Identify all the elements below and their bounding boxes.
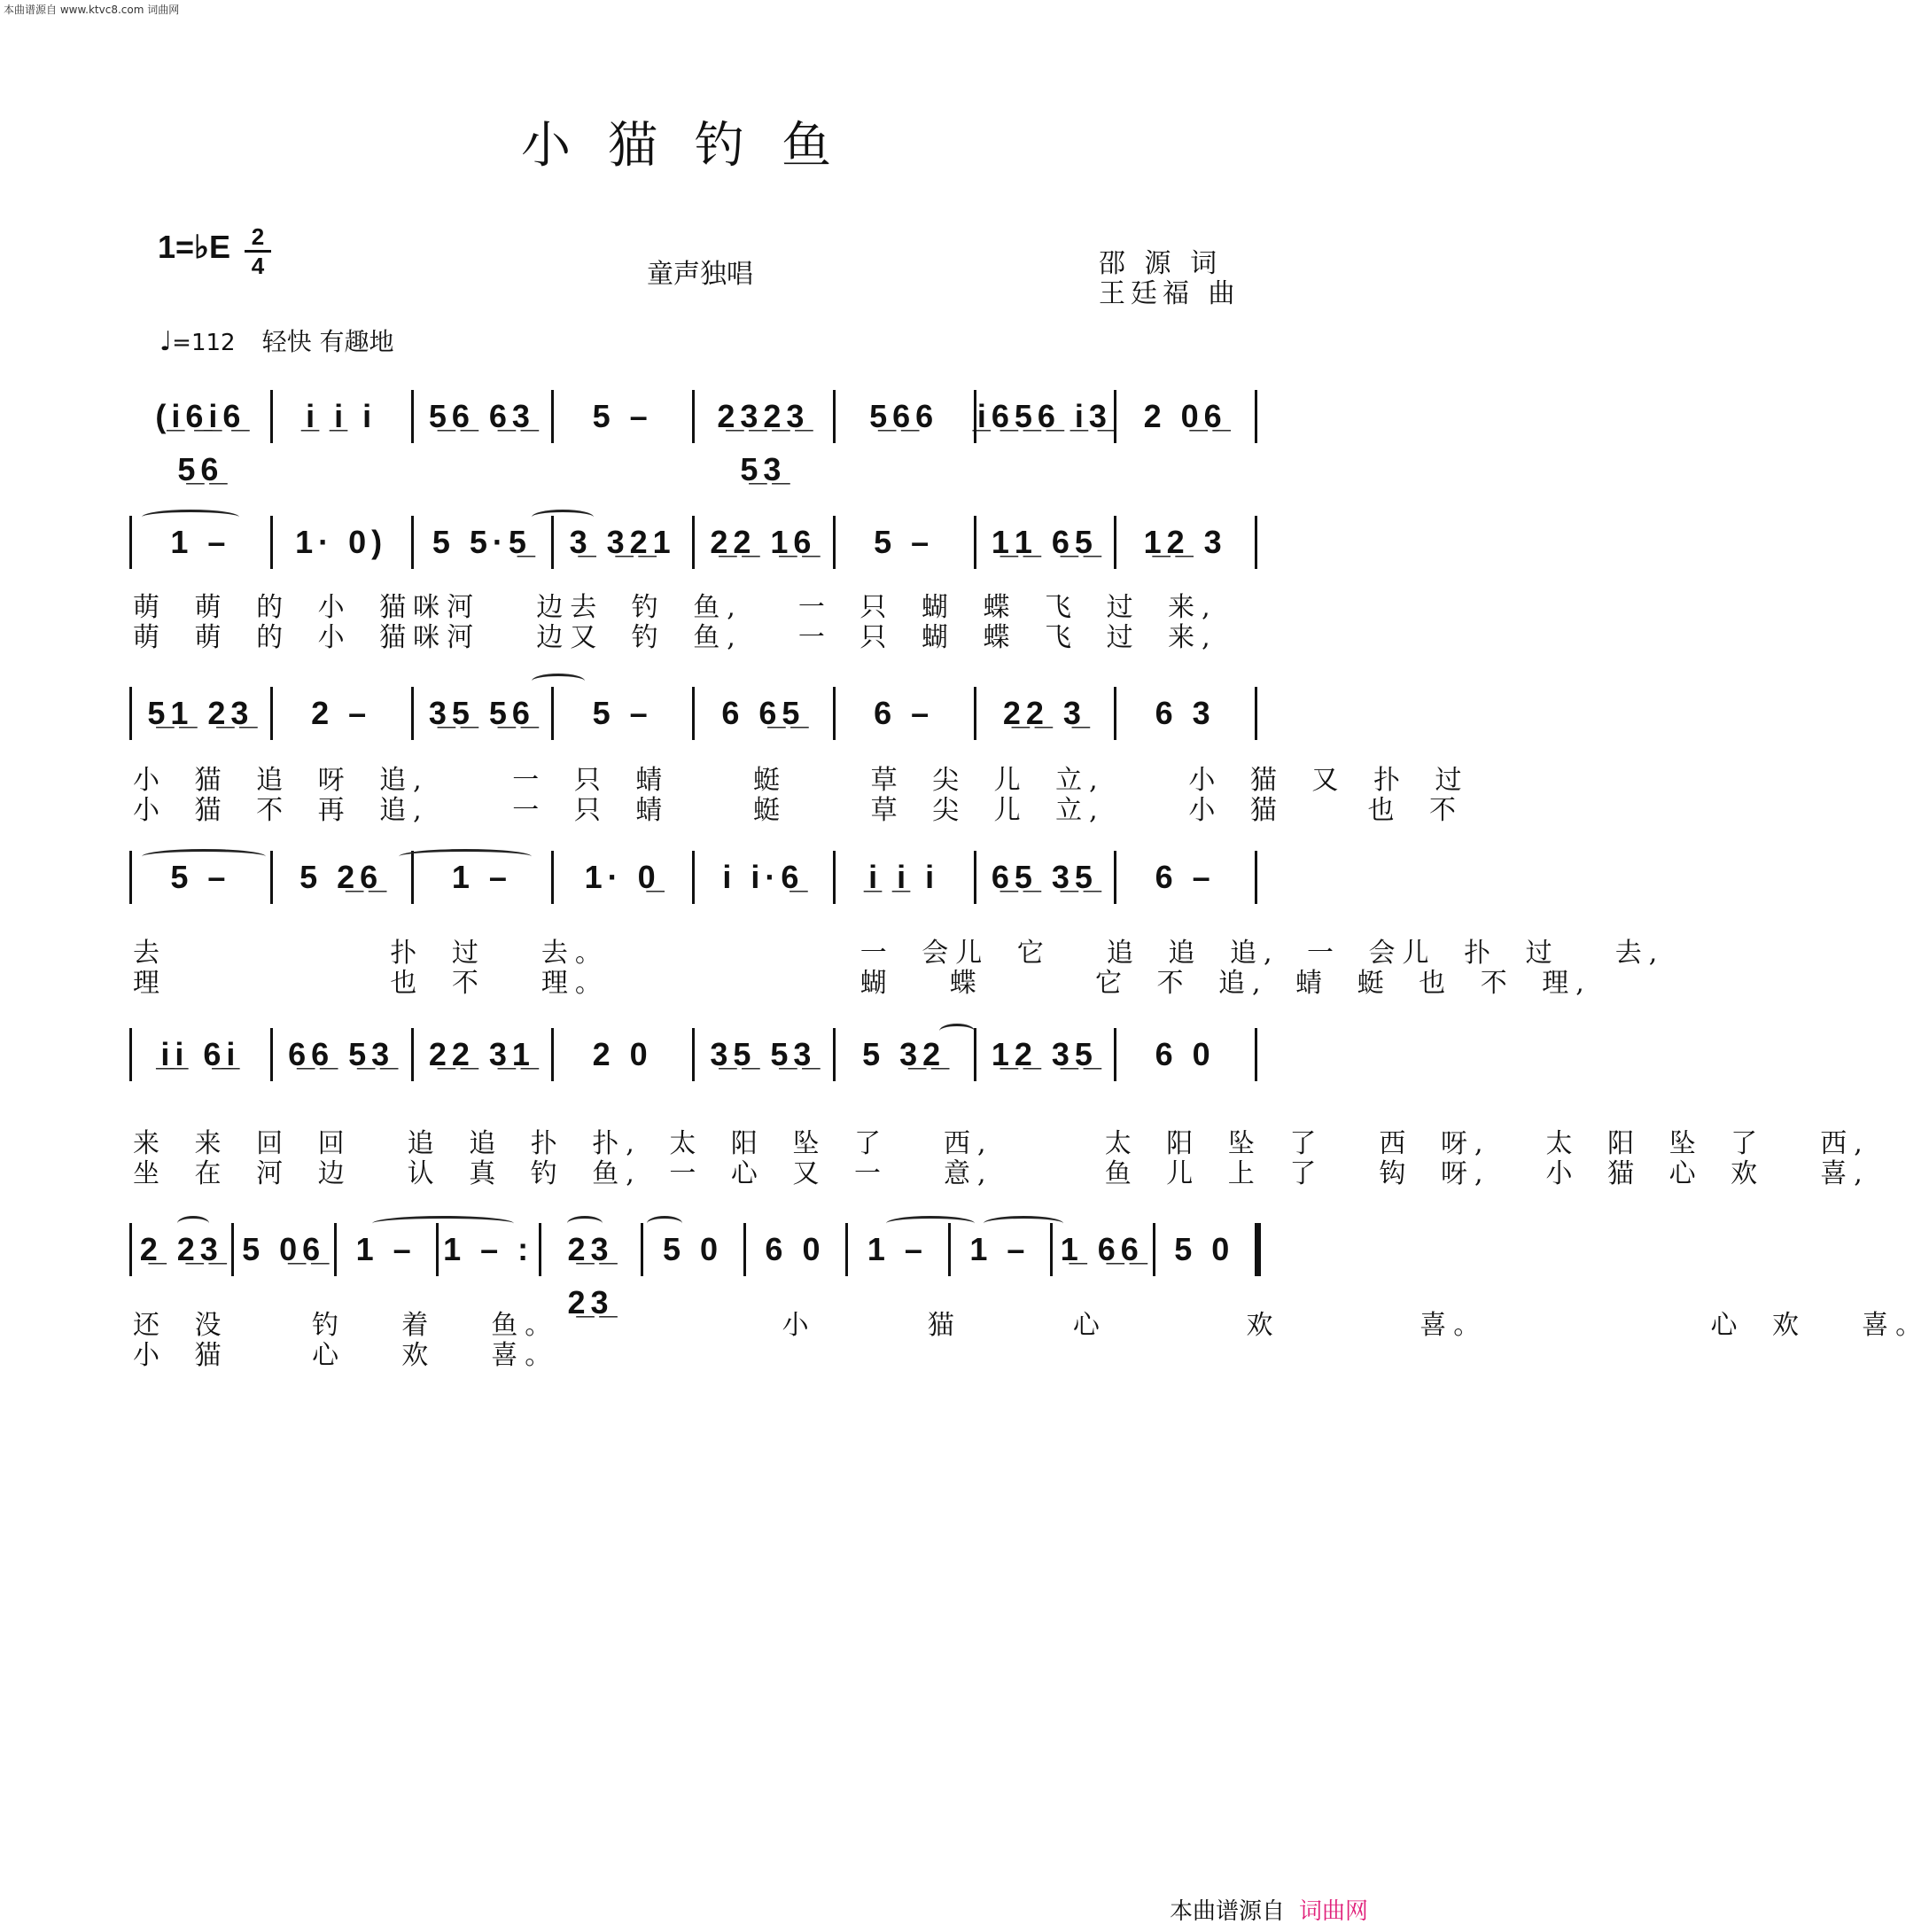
measure: 1̲2̲ 3̲5̲ bbox=[991, 1036, 1098, 1072]
barline bbox=[1255, 1028, 1257, 1081]
measure: 1 – bbox=[969, 1231, 1031, 1267]
measure: 5 – bbox=[874, 524, 935, 560]
performance-type: 童声独唱 bbox=[647, 259, 753, 290]
score-system bbox=[133, 687, 1258, 749]
barline bbox=[551, 1028, 554, 1081]
lyric-line: 小 猫 不 再 追, 一 只 蜻 蜓 草 尖 儿 立, 小 猫 也 不 bbox=[133, 795, 1464, 826]
barline bbox=[641, 1223, 643, 1276]
barline bbox=[411, 687, 414, 740]
measure: 6 3 bbox=[1155, 695, 1216, 731]
barline bbox=[411, 516, 414, 569]
footer-source: 本曲谱源自 bbox=[1170, 1898, 1286, 1925]
barline bbox=[411, 1028, 414, 1081]
barline bbox=[411, 390, 414, 443]
barline bbox=[974, 390, 976, 443]
measure: 5 – bbox=[592, 695, 653, 731]
lyric-line: 理 也 不 理。 蝴 蝶 它 不 追, 蜻 蜓 也 不 理, bbox=[133, 968, 1591, 999]
barline bbox=[833, 516, 836, 569]
tempo-value: =112 bbox=[172, 330, 236, 356]
measure: i̲ i̲ i bbox=[306, 398, 377, 434]
barline bbox=[129, 516, 132, 569]
lyric-line: 小 猫 追 呀 追, 一 只 蜻 蜓 草 尖 儿 立, 小 猫 又 扑 过 bbox=[133, 765, 1469, 796]
measure: 1 – bbox=[451, 859, 512, 895]
barline bbox=[974, 516, 976, 569]
slur-tie bbox=[532, 674, 585, 689]
barline bbox=[1114, 687, 1116, 740]
slur-tie bbox=[372, 1216, 514, 1231]
barline bbox=[270, 687, 273, 740]
slur-tie bbox=[142, 849, 266, 864]
score-system bbox=[133, 516, 1258, 578]
barline bbox=[551, 851, 554, 904]
slur-tie bbox=[532, 510, 594, 525]
measure: 2 – bbox=[311, 695, 372, 731]
measure: 1· 0) bbox=[295, 524, 388, 560]
measure: 3̲ 3̲2̲1 bbox=[569, 524, 676, 560]
time-signature-top: 2 bbox=[251, 223, 265, 250]
top-watermark: 本曲谱源自 www.ktvc8.com 词曲网 bbox=[4, 4, 180, 16]
barline bbox=[692, 1028, 695, 1081]
measure: 6̲5̲ 3̲5̲ bbox=[991, 859, 1098, 895]
barline bbox=[692, 687, 695, 740]
barline bbox=[231, 1223, 234, 1276]
slur-tie bbox=[647, 1216, 682, 1231]
barline bbox=[270, 1028, 273, 1081]
lyric-line: 萌 萌 的 小 猫咪河 边去 钓 鱼, 一 只 蝴 蝶 飞 过 来, bbox=[133, 592, 1217, 623]
measure: 1̲ 6̲6̲ bbox=[1060, 1231, 1144, 1267]
barline bbox=[539, 1223, 541, 1276]
barline bbox=[270, 851, 273, 904]
barline bbox=[1255, 516, 1257, 569]
tempo-marking bbox=[159, 323, 393, 358]
barline bbox=[833, 1028, 836, 1081]
barline bbox=[743, 1223, 746, 1276]
barline bbox=[1255, 851, 1257, 904]
barline bbox=[129, 687, 132, 740]
measure: i̲ i̲ i bbox=[868, 859, 940, 895]
measure: 5 2̲6̲ bbox=[299, 859, 384, 895]
song-title: 小猫钓鱼 bbox=[521, 117, 868, 175]
lyric-line: 还 没 钓 着 鱼。 小 猫 心 欢 喜。 心 欢 喜。 bbox=[133, 1310, 1929, 1341]
measure: 6 6̲5̲ bbox=[721, 695, 805, 731]
measure: i̲i̲ 6̲i̲ bbox=[160, 1036, 241, 1072]
composer-credit: 王廷福 曲 bbox=[1099, 278, 1241, 309]
measure: 5 0 bbox=[662, 1231, 724, 1267]
slur-tie bbox=[399, 849, 532, 864]
barline bbox=[833, 851, 836, 904]
barline bbox=[974, 851, 976, 904]
barline bbox=[436, 1223, 439, 1276]
measure: 2̲2̲ 3̲ bbox=[1002, 695, 1086, 731]
measure: 2 0 bbox=[592, 1036, 653, 1072]
measure: 5 0 bbox=[1174, 1231, 1235, 1267]
barline bbox=[551, 687, 554, 740]
measure: 2̲2̲ 3̲1̲ bbox=[428, 1036, 535, 1072]
lyric-line: 来 来 回 回 追 追 扑 扑, 太 阳 坠 了 西, 太 阳 坠 了 西 呀, 太 阳 坠 了 西, bbox=[133, 1128, 1870, 1159]
measure: i̲6̲5̲6̲ i̲3̲ bbox=[976, 398, 1112, 434]
barline bbox=[129, 1028, 132, 1081]
barline bbox=[833, 390, 836, 443]
barline bbox=[551, 390, 554, 443]
slur-tie bbox=[886, 1216, 975, 1231]
measure: 6 – bbox=[1155, 859, 1216, 895]
barline bbox=[1114, 851, 1116, 904]
footer-brand: 词曲网 bbox=[1299, 1898, 1369, 1925]
measure: 1· 0̲ bbox=[584, 859, 661, 895]
barline bbox=[974, 687, 976, 740]
score-system bbox=[133, 390, 1258, 487]
measure: 1 – bbox=[170, 524, 231, 560]
measure: 1 – bbox=[355, 1231, 416, 1267]
slur-tie bbox=[567, 1216, 603, 1231]
barline bbox=[1114, 1028, 1116, 1081]
barline bbox=[948, 1223, 951, 1276]
measure: 2 0̲6̲ bbox=[1143, 398, 1227, 434]
measure: 6 0 bbox=[765, 1231, 826, 1267]
measure: 1 – bbox=[867, 1231, 928, 1267]
barline bbox=[1050, 1223, 1053, 1276]
measure: 6̲6̲ 5̲3̲ bbox=[288, 1036, 395, 1072]
time-signature bbox=[245, 225, 271, 277]
measure: 1̲2̲ 3 bbox=[1143, 524, 1227, 560]
lyric-line: 去 扑 过 去。 一 会儿 它 追 追 追, 一 会儿 扑 过 去, bbox=[133, 938, 1665, 969]
barline bbox=[845, 1223, 848, 1276]
footer bbox=[1170, 1893, 1368, 1926]
expression-marking: 轻快 有趣地 bbox=[261, 327, 394, 356]
measure: 5̲1̲ 2̲3̲ bbox=[147, 695, 254, 731]
quarter-note-icon: ♩ bbox=[159, 326, 173, 357]
barline bbox=[692, 851, 695, 904]
slur-tie bbox=[984, 1216, 1063, 1231]
barline bbox=[1255, 687, 1257, 740]
measure: 5̲6̲ 6̲3̲ bbox=[428, 398, 535, 434]
measure: 3̲5̲ 5̲6̲ bbox=[428, 695, 535, 731]
barline bbox=[833, 687, 836, 740]
measure: 2̲2̲ 1̲6̲ bbox=[710, 524, 817, 560]
measure: 2̲3̲ 2̲3̲ bbox=[567, 1231, 614, 1320]
measure: 5 – bbox=[170, 859, 231, 895]
lyric-line: 萌 萌 的 小 猫咪河 边又 钓 鱼, 一 只 蝴 蝶 飞 过 来, bbox=[133, 622, 1217, 653]
lyricist-credit: 邵 源 词 bbox=[1099, 248, 1223, 279]
measure: 5̲6̲6 bbox=[869, 398, 939, 434]
measure: 5 5·5̲ bbox=[432, 524, 532, 560]
time-signature-bottom: 4 bbox=[251, 253, 265, 279]
measure: 5 3̲2̲ bbox=[862, 1036, 946, 1072]
measure: i i·6̲ bbox=[722, 859, 805, 895]
barline bbox=[692, 516, 695, 569]
slur-tie bbox=[177, 1216, 209, 1231]
lyric-line: 坐 在 河 边 认 真 钓 鱼, 一 心 又 一 意, 鱼 儿 上 了 钩 呀, 小 猫 心 欢 喜, bbox=[133, 1158, 1870, 1189]
barline bbox=[270, 516, 273, 569]
measure: (i̲6̲i̲6̲ 5̲6̲ bbox=[155, 398, 246, 487]
measure: 1 – : bbox=[443, 1231, 534, 1267]
measure: 2̲ 2̲3̲ bbox=[139, 1231, 223, 1267]
barline bbox=[1114, 390, 1116, 443]
key-signature: 1=♭E bbox=[158, 229, 231, 265]
score-system bbox=[133, 851, 1258, 913]
measure: 5 – bbox=[592, 398, 653, 434]
slur-tie bbox=[142, 510, 239, 525]
barline bbox=[270, 390, 273, 443]
measure: 3̲5̲ 5̲3̲ bbox=[710, 1036, 817, 1072]
score-system bbox=[133, 1028, 1258, 1090]
slur-tie bbox=[939, 1024, 975, 1039]
measure: 1̲1̲ 6̲5̲ bbox=[991, 524, 1098, 560]
measure: 6 – bbox=[874, 695, 935, 731]
barline bbox=[334, 1223, 337, 1276]
barline bbox=[129, 851, 132, 904]
barline bbox=[1255, 390, 1257, 443]
measure: 5 0̲6̲ bbox=[242, 1231, 326, 1267]
barline bbox=[692, 390, 695, 443]
barline bbox=[129, 1223, 132, 1276]
final-barline bbox=[1255, 1223, 1261, 1276]
measure: 2̲3̲2̲3̲ 5̲3̲ bbox=[717, 398, 810, 487]
barline bbox=[1114, 516, 1116, 569]
score-system bbox=[133, 1223, 1258, 1320]
lyric-line: 小 猫 心 欢 喜。 bbox=[133, 1340, 559, 1371]
barline bbox=[1153, 1223, 1155, 1276]
measure: 6 0 bbox=[1155, 1036, 1216, 1072]
